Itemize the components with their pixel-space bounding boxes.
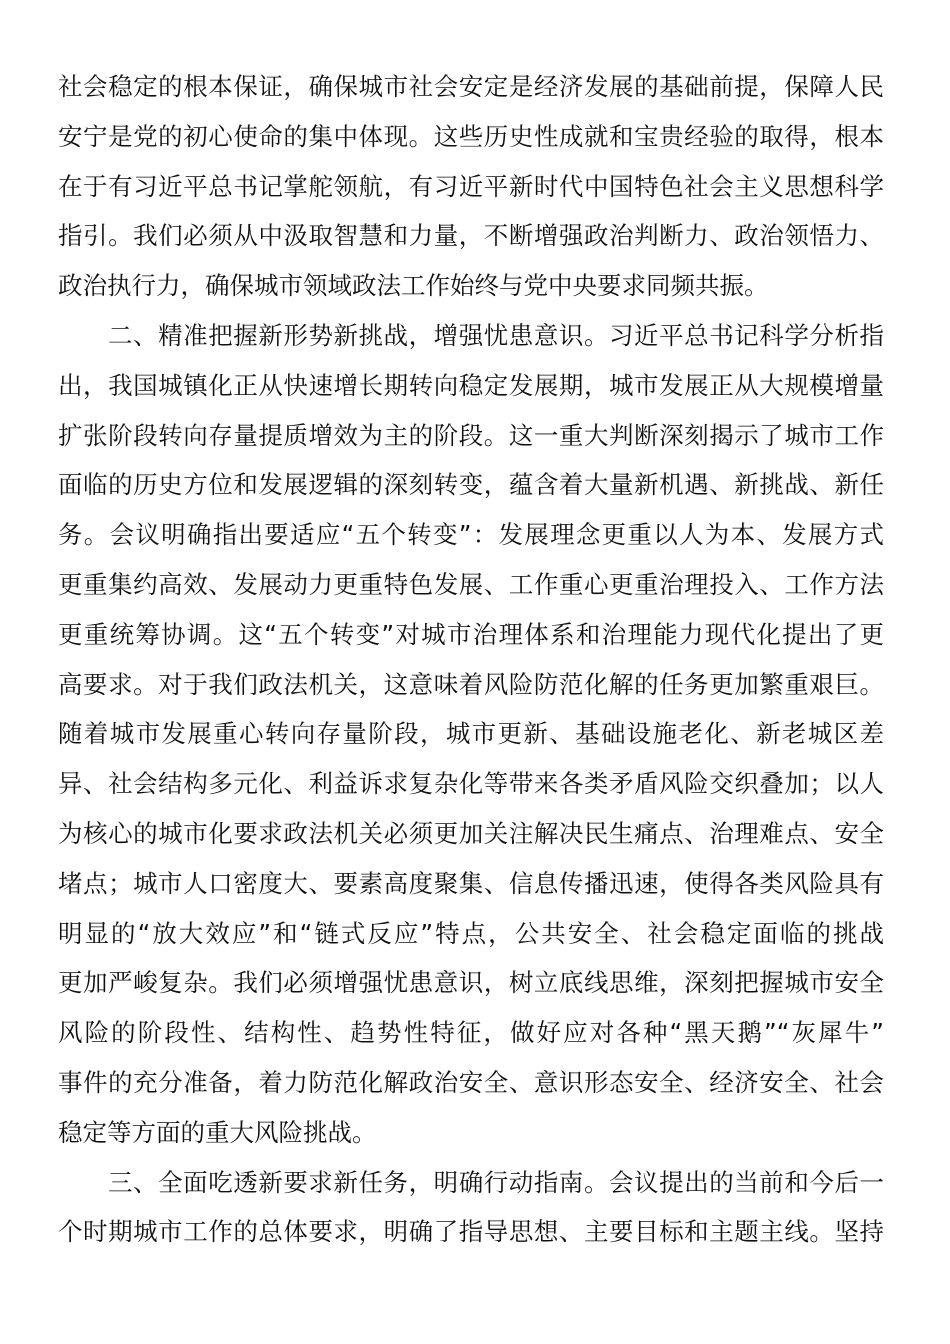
text-line: 社会稳定的根本保证，确保城市社会安定是经济发展的基础前提，保障人民 xyxy=(58,72,884,101)
text-line: 风险的阶段性、结构性、趋势性特征，做好应对各种“黑天鹅”“灰犀牛” xyxy=(58,1018,884,1048)
text-line: 高要求。对于我们政法机关，这意味着风险防范化解的任务更加繁重艰巨。 xyxy=(58,669,884,699)
text-line: 个时期城市工作的总体要求，明确了指导思想、主要目标和主题主线。坚持 xyxy=(58,1217,884,1247)
text-line: 政治执行力，确保城市领域政法工作始终与党中央要求同频共振。 xyxy=(58,271,769,301)
text-line: 面临的历史方位和发展逻辑的深刻转变，蕴含着大量新机遇、新挑战、新任 xyxy=(58,470,884,500)
text-line: 堵点；城市人口密度大、要素高度聚集、信息传播迅速，使得各类风险具有 xyxy=(58,868,884,898)
section-heading-line: 三、全面吃透新要求新任务，明确行动指南。会议提出的当前和今后一 xyxy=(108,1167,884,1197)
text-line: 更重统筹协调。这“五个转变”对城市治理体系和治理能力现代化提出了更 xyxy=(58,619,884,649)
text-line: 稳定等方面的重大风险挑战。 xyxy=(58,1117,377,1147)
text-line: 更重集约高效、发展动力更重特色发展、工作重心更重治理投入、工作方法 xyxy=(58,569,884,599)
text-line: 事件的充分准备，着力防范化解政治安全、意识形态安全、经济安全、社会 xyxy=(58,1067,884,1097)
text-line: 扩张阶段转向存量提质增效为主的阶段。这一重大判断深刻揭示了城市工作 xyxy=(58,420,884,450)
text-line: 明显的“放大效应”和“链式反应”特点，公共安全、社会稳定面临的挑战 xyxy=(58,918,884,948)
section-heading-line: 二、精准把握新形势新挑战，增强忧患意识。习近平总书记科学分析指 xyxy=(108,320,884,350)
text-line: 务。会议明确指出要适应“五个转变”：发展理念更重以人为本、发展方式 xyxy=(58,520,884,550)
text-line: 出，我国城镇化正从快速增长期转向稳定发展期，城市发展正从大规模增量 xyxy=(58,370,884,400)
text-line: 安宁是党的初心使命的集中体现。这些历史性成就和宝贵经验的取得，根本 xyxy=(58,121,884,151)
text-line: 更加严峻复杂。我们必须增强忧患意识，树立底线思维，深刻把握城市安全 xyxy=(58,968,884,998)
text-line: 为核心的城市化要求政法机关必须更加关注解决民生痛点、治理难点、安全 xyxy=(58,818,884,848)
text-line: 在于有习近平总书记掌舵领航，有习近平新时代中国特色社会主义思想科学 xyxy=(58,171,884,201)
text-line: 异、社会结构多元化、利益诉求复杂化等带来各类矛盾风险交织叠加；以人 xyxy=(58,769,884,799)
text-line: 指引。我们必须从中汲取智慧和力量，不断增强政治判断力、政治领悟力、 xyxy=(58,221,884,251)
text-line: 随着城市发展重心转向存量阶段，城市更新、基础设施老化、新老城区差 xyxy=(58,719,884,749)
document-body xyxy=(58,62,884,1257)
